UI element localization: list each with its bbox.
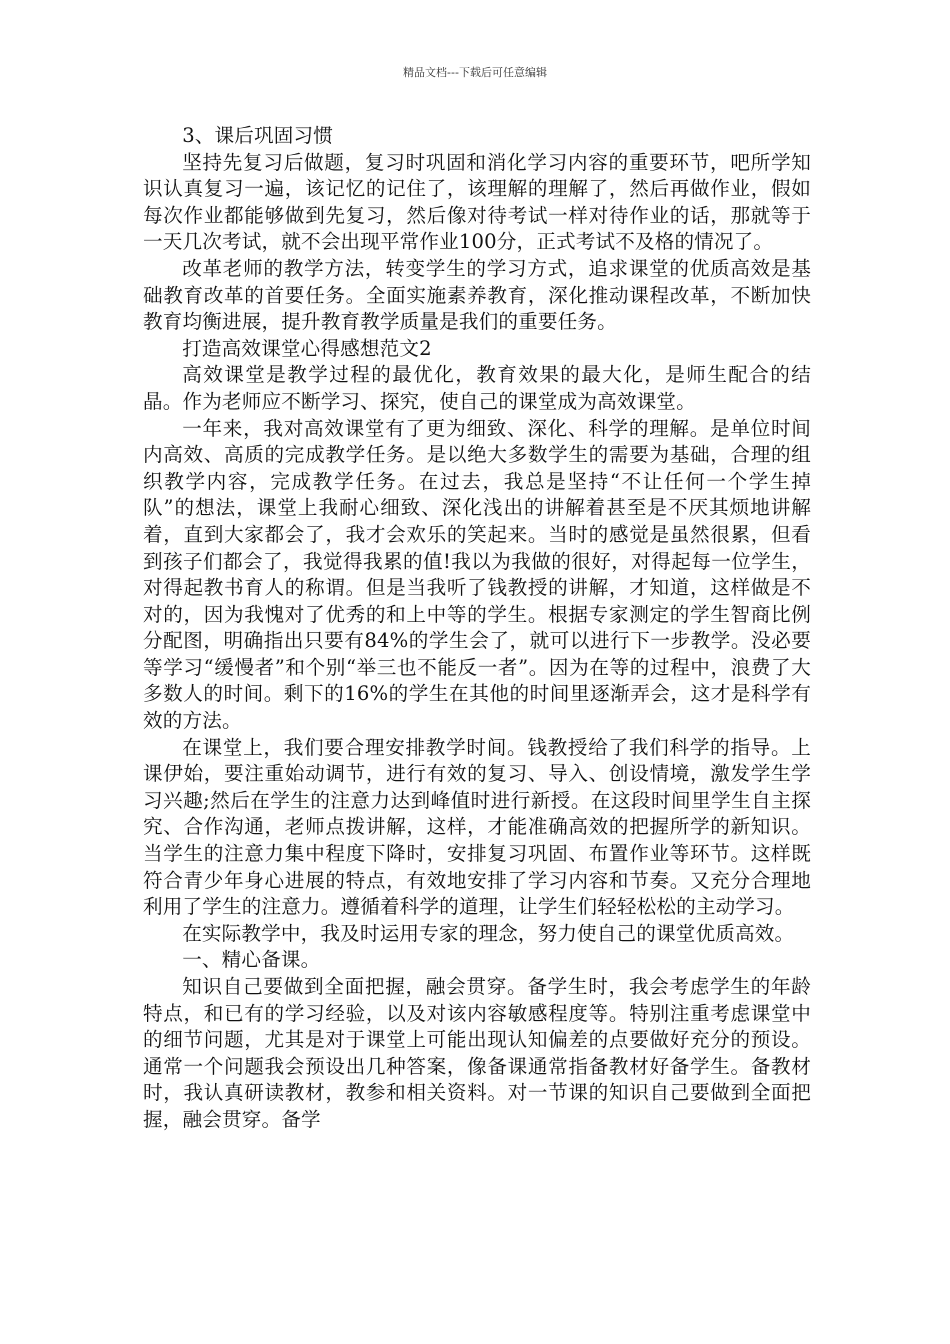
section-heading: 打造高效课堂心得感想范文2 xyxy=(182,336,432,360)
paragraph: 一年来，我对高效课堂有了更为细致、深化、科学的理解。是单位时间内高效、高质的完成教学任务。是以绝大多数学生的需要为基础，合理的组织教学内容，完成教学任务。在过去，我总是坚持“不让任何一个学生掉队”的想法，课堂上我耐心细致、深化浅出的讲解着甚至是不厌其烦地讲解着，直到大家都会了，我才会欢乐的笑起来。当时的感觉是虽然很累，但看到孩子们都会了，我觉得我累的值!我以为我做的很好，对得起每一位学生，对得起教书育人的称谓。但是当我听了钱教授的讲解，才知道，这样做是不对的，因为我愧对了优秀的和上中等的学生。根据专家测定的学生智商比例分配图，明确指出只要有84%的学生会了，就可以进行下一步教学。没必要等学习“缓慢者”和个别“举三也不能反一者”。因为在等的过程中，浪费了大多数人的时间。剩下的16%的学生在其他的时间里逐渐弄会，这才是科学有效的方法。 xyxy=(143,416,811,733)
paragraph: 在课堂上，我们要合理安排教学时间。钱教授给了我们科学的指导。上课伊始，要注重始动调节，进行有效的复习、导入、创设情境，激发学生学习兴趣;然后在学生的注意力达到峰值时进行新授。在这段时间里学生自主探究、合作沟通，老师点拨讲解，这样，才能准确高效的把握所学的新知识。当学生的注意力集中程度下降时，安排复习巩固、布置作业等环节。这样既符合青少年身心进展的特点，有效地安排了学习内容和节奏。又充分合理地利用了学生的注意力。遵循着科学的道理，让学生们轻轻松松的主动学习。 xyxy=(143,735,811,919)
paragraph: 知识自己要做到全面把握，融会贯穿。备学生时，我会考虑学生的年龄特点，和已有的学习经验，以及对该内容敏感程度等。特别注重考虑课堂中的细节问题，尤其是对于课堂上可能出现认知偏差的点要做好充分的预设。通常一个问题我会预设出几种答案，像备课通常指备教材好备学生。备教材时，我认真研读教材，教参和相关资料。对一节课的知识自己要做到全面把握，融会贯穿。备学 xyxy=(143,975,811,1131)
section-heading: 一、精心备课。 xyxy=(182,948,321,972)
paragraph: 坚持先复习后做题，复习时巩固和消化学习内容的重要环节，吧所学知识认真复习一遍，该记忆的记住了，该理解的理解了，然后再做作业，假如每次作业都能够做到先复习，然后像对待考试一样对待作业的话，那就等于一天几次考试，就不会出现平常作业100分，正式考试不及格的情况了。 xyxy=(143,150,811,254)
paragraph: 在实际教学中，我及时运用专家的理念，努力使自己的课堂优质高效。 xyxy=(182,921,795,945)
paragraph: 改革老师的教学方法，转变学生的学习方式，追求课堂的优质高效是基础教育改革的首要任务。全面实施素养教育，深化推动课程改革，不断加快教育均衡进展，提升教育教学质量是我们的重要任务。 xyxy=(143,256,811,334)
page-header: 精品文档---下载后可任意编辑 xyxy=(403,66,547,79)
paragraph: 高效课堂是教学过程的最优化，教育效果的最大化，是师生配合的结晶。作为老师应不断学习、探究，使自己的课堂成为高效课堂。 xyxy=(143,363,811,413)
document-body xyxy=(143,123,811,1134)
section-heading: 3、课后巩固习惯 xyxy=(182,124,334,147)
